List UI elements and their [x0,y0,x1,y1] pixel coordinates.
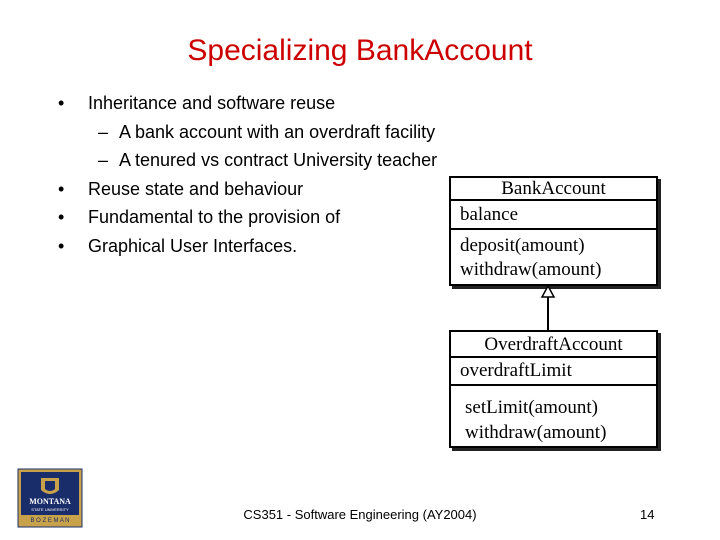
overdraftaccount-attribute: overdraftLimit [460,360,572,381]
generalization-arrow [537,283,559,333]
bankaccount-class-box [449,176,658,286]
slide-title: Specializing BankAccount [187,34,533,67]
bullet-marker: • [58,235,65,256]
sub-bullet-text: A bank account with an overdraft facility [119,121,436,142]
class-divider [451,356,656,358]
bullet-text: Inheritance and software reuse [88,93,336,113]
bankaccount-operation: deposit(amount) [460,235,585,256]
footer-course: CS351 - Software Engineering (AY2004) [243,507,477,522]
class-divider [451,199,656,201]
class-divider [451,228,656,230]
overdraftaccount-class-name: OverdraftAccount [484,334,623,355]
bullet-marker: • [58,207,65,227]
overdraftaccount-operation: setLimit(amount) [465,397,598,418]
bullet-marker: • [58,93,65,113]
sub-bullet-text: A tenured vs contract University teacher [119,150,438,170]
bullet-text: Fundamental to the provision of [88,207,341,227]
svg-text:STATE UNIVERSITY: STATE UNIVERSITY [31,507,69,512]
bullet-text: Reuse state and behaviour [88,178,304,199]
sub-bullet-marker: – [98,150,109,170]
svg-text:MONTANA: MONTANA [29,497,71,506]
bullet-text: Graphical User Interfaces. [88,235,298,256]
page-number: 14 [640,507,655,522]
bankaccount-attribute: balance [460,204,519,225]
bankaccount-class-name: BankAccount [501,178,606,199]
sub-bullet-marker: – [98,121,109,142]
overdraftaccount-operation: withdraw(amount) [465,422,607,443]
class-divider [451,384,656,386]
bullet-marker: • [58,178,65,199]
overdraftaccount-class-box [449,330,658,448]
svg-text:B O Z E M A N: B O Z E M A N [30,518,70,524]
bankaccount-operation: withdraw(amount) [460,259,602,280]
